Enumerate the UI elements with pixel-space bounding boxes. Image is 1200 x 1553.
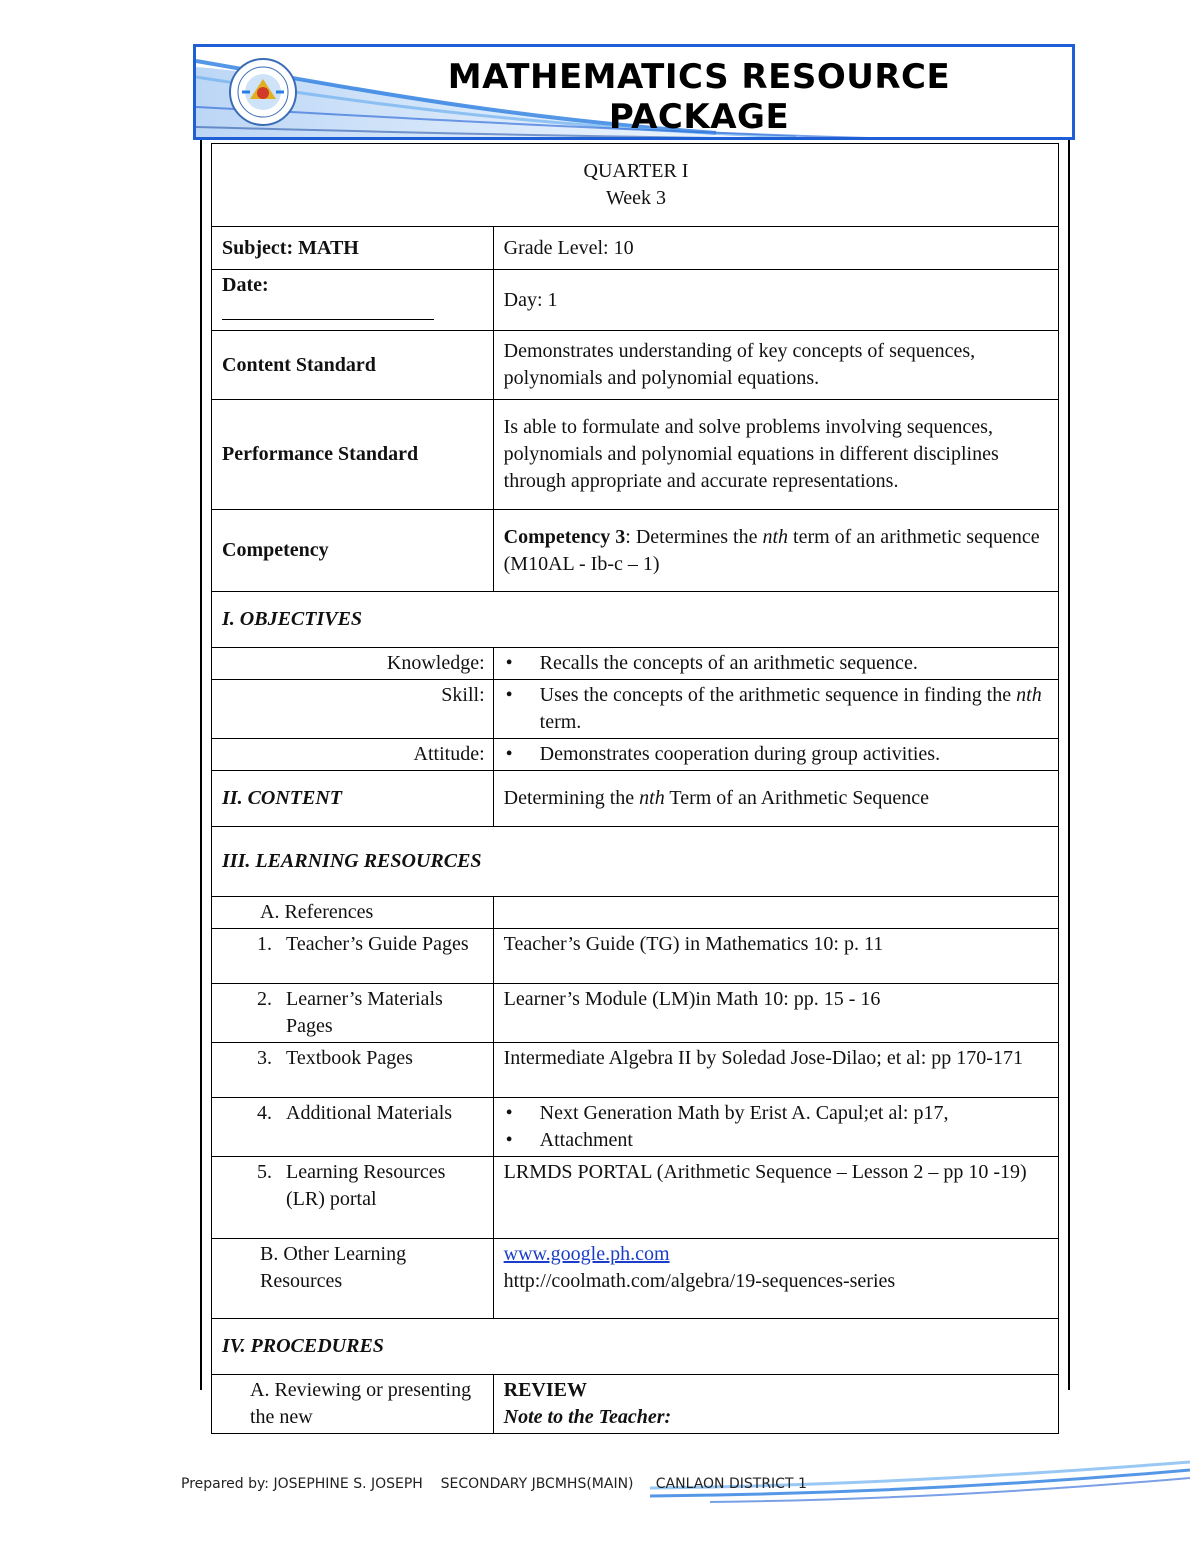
resource-label-cell [212,1043,494,1098]
resource-value-cell [493,1098,1058,1157]
attitude-label: Attitude: [212,739,494,771]
week-label: Week 3 [605,187,667,209]
content-text-a: Determining the [503,787,640,809]
attitude-row [212,739,1059,771]
resources-heading-row [212,827,1059,897]
procedures-heading: IV. PROCEDURES [212,1319,1059,1375]
bullet-icon: • [505,1129,513,1151]
page-title-line-2: PACKAGE [608,97,790,137]
performance-standard-text: Is able to formulate and solve problems involving sequences, polynomials and polynomial equations in different disciplines through appropriate and accurate representations. [493,400,1058,510]
resource-number: 4. [257,1102,272,1124]
other-resources-row [212,1239,1059,1319]
procedure-a-cell [493,1375,1058,1434]
references-label: A. References [212,897,494,929]
knowledge-text: Recalls the concepts of an arithmetic sequence. [539,652,918,674]
lesson-plan-table [211,143,1059,1434]
content-text-italic: nth [639,787,665,809]
teacher-note-label: Note to the Teacher: [503,1406,672,1428]
resource-value: LRMDS PORTAL (Arithmetic Sequence – Lesson 2 – pp 10 -19) [493,1157,1058,1239]
review-heading: REVIEW [503,1379,587,1401]
skill-row [212,680,1059,739]
date-blank-line[interactable] [222,299,434,320]
competency-row [212,510,1059,592]
footer-prepared-by: Prepared by: JOSEPHINE S. JOSEPH SECONDARY JBCMHS(MAIN) CANLAON DISTRICT 1 [181,1476,807,1492]
content-standard-row [212,331,1059,400]
procedure-a-row [212,1375,1059,1434]
competency-desc-a: : Determines the [625,525,763,548]
skill-text [540,682,1050,736]
references-empty-cell [493,897,1058,929]
resource-value: Learner’s Module (LM)in Math 10: pp. 15 - 16 [493,984,1058,1043]
subject-label: Subject: MATH [212,227,494,270]
resource-label-cell [212,984,494,1043]
procedures-heading-row [212,1319,1059,1375]
date-row [212,270,1059,331]
references-row [212,897,1059,929]
quarter-row [212,144,1059,227]
competency-text [493,510,1058,592]
resource-value: Attachment [539,1129,633,1151]
performance-standard-row [212,400,1059,510]
table-row [212,1098,1059,1157]
resource-number: 3. [257,1047,272,1069]
table-row [212,1043,1059,1098]
content-text-b: Term of an Arithmetic Sequence [664,787,929,809]
bullet-icon: • [505,1102,513,1124]
date-label: Date: [222,274,269,296]
resource-label: Teacher’s Guide Pages [286,933,469,955]
objectives-heading-row [212,592,1059,648]
resources-heading: III. LEARNING RESOURCES [212,827,1059,897]
header-banner [193,44,1075,140]
frame-right-rule [1068,140,1070,1390]
content-standard-label: Content Standard [212,331,494,400]
subject-row [212,227,1059,270]
knowledge-cell [493,648,1058,680]
date-cell [212,270,494,331]
resource-label: Additional Materials [286,1102,453,1124]
content-row [212,771,1059,827]
quarter-title: QUARTER I [583,160,689,182]
resource-value: Next Generation Math by Erist A. Capul;et al: p17, [539,1102,949,1124]
bullet-icon: • [505,652,513,674]
coolmath-url: http://coolmath.com/algebra/19-sequences-series [503,1270,896,1292]
competency-code: (M10AL - Ib-c – 1) [503,552,660,575]
competency-label: Competency [212,510,494,592]
page-title-line-1: MATHEMATICS RESOURCE [447,57,951,97]
competency-desc-b: term of an arithmetic sequence [788,525,1040,548]
resource-label: Learner’s Materials Pages [286,988,443,1037]
table-row [212,1157,1059,1239]
competency-desc-italic: nth [762,525,789,548]
skill-label: Skill: [212,680,494,739]
skill-text-italic: nth [1016,684,1042,706]
bullet-icon: • [505,743,513,765]
frame-left-rule [200,140,202,1390]
resource-value: Intermediate Algebra II by Soledad Jose-Dilao; et al: pp 170-171 [493,1043,1058,1098]
table-row [212,984,1059,1043]
resource-label-cell [212,929,494,984]
skill-text-b: term. [539,711,582,733]
attitude-text: Demonstrates cooperation during group activities. [539,743,941,765]
day-label: Day: 1 [493,270,1058,331]
grade-level: Grade Level: 10 [493,227,1058,270]
performance-standard-label: Performance Standard [212,400,494,510]
content-text [493,771,1058,827]
knowledge-label: Knowledge: [212,648,494,680]
content-standard-text: Demonstrates understanding of key concepts of sequences, polynomials and polynomial equations. [493,331,1058,400]
resource-label-cell [212,1157,494,1239]
attitude-cell [493,739,1058,771]
bullet-icon: • [505,684,513,706]
resource-value: Teacher’s Guide (TG) in Mathematics 10: p. 11 [493,929,1058,984]
table-row [212,929,1059,984]
resource-number: 1. [257,933,272,955]
resource-number: 2. [257,988,272,1010]
knowledge-row [212,648,1059,680]
resource-label-cell [212,1098,494,1157]
other-resources-label: B. Other Learning Resources [212,1239,494,1319]
google-link[interactable]: www.google.ph.com [503,1243,670,1265]
competency-number: Competency 3 [503,525,626,548]
content-heading: II. CONTENT [212,771,494,827]
resource-label: Learning Resources (LR) portal [286,1161,446,1210]
resource-label: Textbook Pages [286,1047,413,1069]
objectives-heading: I. OBJECTIVES [212,592,1059,648]
skill-text-a: Uses the concepts of the arithmetic sequence in finding the [539,684,1017,706]
skill-cell [493,680,1058,739]
resource-number: 5. [257,1161,272,1183]
page-title [346,57,1052,137]
deped-seal-icon [228,57,298,127]
other-resources-cell [493,1239,1058,1319]
procedure-a-label: A. Reviewing or presenting the new [212,1375,494,1434]
